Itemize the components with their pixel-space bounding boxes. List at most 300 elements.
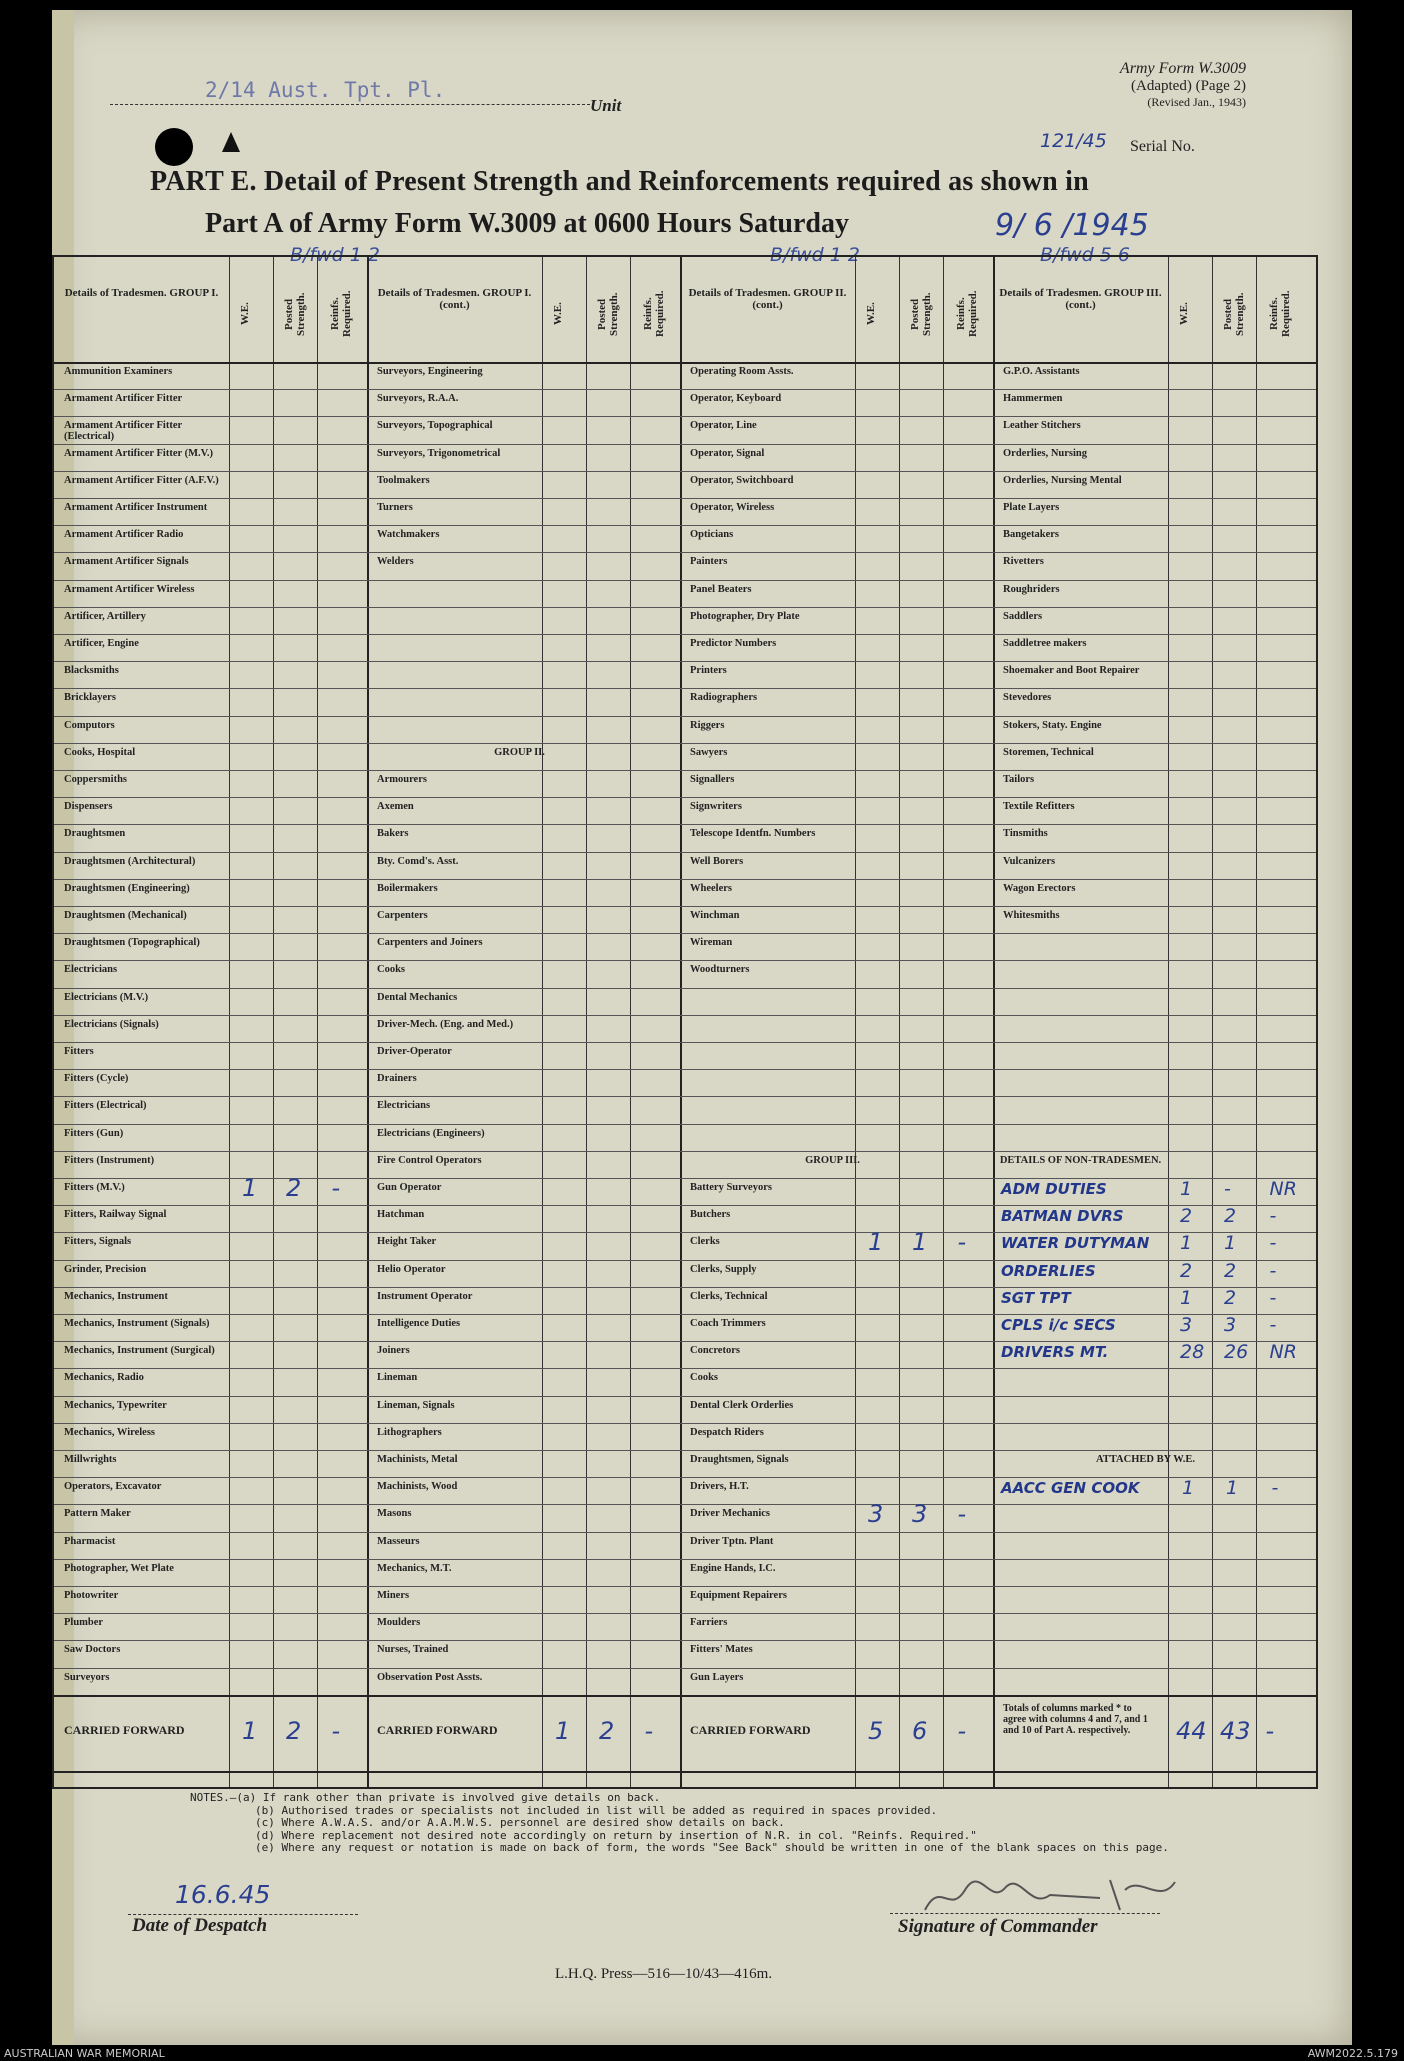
trade-label: Panel Beaters <box>690 583 752 595</box>
trade-label: Hammermen <box>1003 393 1063 405</box>
row-line <box>54 1151 1316 1152</box>
trade-label: Gun Layers <box>690 1671 744 1683</box>
trade-label: Lithographers <box>377 1426 442 1438</box>
trade-label: Instrument Operator <box>377 1290 473 1302</box>
col-divider <box>680 257 682 1787</box>
note-line: NOTES.—(a) If rank other than private is involved give details on back. <box>190 1791 661 1804</box>
carried-forward-value: 5 <box>868 1716 884 1745</box>
trade-label: Fitters (Instrument) <box>64 1154 155 1166</box>
trade-label: Operator, Keyboard <box>690 393 782 405</box>
trade-label: Plate Layers <box>1003 502 1060 513</box>
row-line <box>54 1096 1316 1097</box>
trade-label: Millwrights <box>64 1454 117 1465</box>
trade-label: Coach Trimmers <box>690 1318 766 1329</box>
section-header: Details of Tradesmen. GROUP III. (cont.) <box>999 287 1162 311</box>
col-line <box>943 257 944 1787</box>
row-line <box>54 1015 1316 1016</box>
trade-label: Fitters, Railway Signal <box>64 1209 167 1221</box>
row-line <box>54 1287 1316 1288</box>
row-line <box>54 1260 1316 1261</box>
bfwd-3: B/fwd 5 6 - <box>1040 244 1143 266</box>
despatch-label: Date of Despatch <box>132 1915 268 1936</box>
strength-table <box>52 255 1318 1789</box>
row-line <box>54 1695 1316 1697</box>
title-line-2: Part A of Army Form W.3009 at 0600 Hours Saturday <box>205 208 849 239</box>
signature-line <box>890 1913 1160 1914</box>
trade-label: Leather Stitchers <box>1003 420 1081 432</box>
trade-label: Orderlies, Nursing <box>1003 447 1087 459</box>
row-line <box>54 580 1316 581</box>
trade-label: Fitters' Mates <box>690 1644 753 1656</box>
trade-label: Driver Tptn. Plant <box>690 1535 774 1547</box>
row-line <box>54 852 1316 853</box>
non-tradesman-value: - <box>1269 1232 1277 1255</box>
col-header: W.E. <box>239 302 251 326</box>
trade-label: Draughtsmen (Mechanical) <box>64 910 187 921</box>
entry-value: 1 <box>242 1174 258 1202</box>
attached-value: 1 <box>1182 1477 1195 1500</box>
trade-label: Grinder, Precision <box>64 1263 147 1275</box>
row-line <box>54 416 1316 417</box>
trade-label: Operator, Line <box>690 420 757 432</box>
trade-label: Machinists, Wood <box>377 1481 458 1493</box>
section-header: Details of Tradesmen. GROUP I. <box>64 287 219 299</box>
non-tradesman-label: BATMAN DVRS <box>1001 1207 1124 1226</box>
col-header: W.E. <box>1178 302 1190 326</box>
trade-label: Fitters (Electrical) <box>64 1100 147 1112</box>
unit-line <box>110 104 590 105</box>
trade-label: Concretors <box>690 1345 740 1357</box>
col-header: Reinfs. Required. <box>954 290 979 338</box>
trade-label: Mechanics, Instrument (Signals) <box>64 1318 210 1329</box>
trade-label: Radiographers <box>690 692 758 704</box>
trade-label: Carpenters <box>377 910 428 921</box>
trade-label: Wireman <box>690 937 733 949</box>
notes <box>190 1792 1169 1855</box>
non-tradesman-value: 1 <box>1180 1232 1193 1255</box>
non-tradesman-label: WATER DUTYMAN <box>1001 1234 1150 1253</box>
trade-label: Clerks <box>690 1236 720 1248</box>
trade-label: Ammunition Examiners <box>64 366 173 377</box>
carried-forward-value: 6 <box>912 1716 928 1745</box>
trade-label: Observation Post Assts. <box>377 1671 483 1683</box>
col-line <box>1212 257 1213 1787</box>
trade-label: Bangetakers <box>1003 529 1059 541</box>
trade-label: Butchers <box>690 1209 731 1221</box>
row-line <box>54 933 1316 934</box>
row-line <box>54 607 1316 608</box>
trade-label: Operator, Wireless <box>690 502 775 513</box>
row-line <box>54 716 1316 717</box>
title-line-1: PART E. Detail of Present Strength and Reinforcements required as shown in <box>150 166 1089 197</box>
carried-forward-value: - <box>644 1716 654 1745</box>
col-header: Reinfs. Required. <box>641 290 666 338</box>
trade-label: Mechanics, Radio <box>64 1372 144 1384</box>
non-tradesman-value: 2 <box>1224 1286 1237 1309</box>
trade-label: Tinsmiths <box>1003 828 1048 840</box>
carried-forward-value: 2 <box>599 1716 615 1745</box>
note-line: (e) Where any request or notation is made on back of form, the words "See Back" should be written in one of the blank spaces on this page. <box>255 1841 1169 1854</box>
carried-forward-value: 2 <box>286 1716 302 1745</box>
trade-label: Pattern Maker <box>64 1508 131 1520</box>
trade-label: Electricians <box>377 1100 431 1112</box>
despatch-date: 16.6.45 <box>175 1880 271 1909</box>
non-tradesman-value: NR <box>1269 1178 1297 1200</box>
trade-label: Sawyers <box>690 746 728 758</box>
col-header: Posted Strength. <box>909 292 933 336</box>
row-line <box>54 1205 1316 1206</box>
trade-label: Fitters <box>64 1046 94 1057</box>
non-tradesman-value: - <box>1269 1205 1277 1228</box>
trade-label: Dental Clerk Orderlies <box>690 1399 794 1411</box>
trade-label: DETAILS OF NON-TRADESMEN. <box>999 1154 1162 1166</box>
trade-label: Carpenters and Joiners <box>377 937 483 949</box>
trade-label: Photographer, Dry Plate <box>690 610 800 622</box>
trade-label: Saddletree makers <box>1003 638 1087 649</box>
row-line <box>54 1423 1316 1424</box>
trade-label: GROUP II. <box>494 746 545 758</box>
trade-label: Wagon Erectors <box>1003 882 1076 894</box>
form-reference <box>1120 60 1246 110</box>
row-line <box>54 906 1316 907</box>
trade-label: Electricians (Signals) <box>64 1018 159 1030</box>
trade-label: Orderlies, Nursing Mental <box>1003 474 1122 486</box>
entry-value: 3 <box>912 1500 928 1529</box>
row-line <box>54 1668 1316 1669</box>
trade-label: Mechanics, Typewriter <box>64 1399 167 1411</box>
col-header: W.E. <box>552 302 564 326</box>
totals-value: 44 <box>1176 1716 1207 1745</box>
col-header: Posted Strength. <box>596 292 620 336</box>
row-line <box>54 634 1316 635</box>
trade-label: Height Taker <box>377 1236 437 1248</box>
entry-value: - <box>957 1500 967 1529</box>
trade-label: Nurses, Trained <box>377 1644 449 1656</box>
trade-label: Gun Operator <box>377 1182 442 1193</box>
row-line <box>54 1640 1316 1641</box>
row-line <box>54 1368 1316 1369</box>
trade-label: Draughtsmen (Architectural) <box>64 855 196 867</box>
trade-label: Vulcanizers <box>1003 855 1056 867</box>
trade-label: Electricians (M.V.) <box>64 991 149 1003</box>
row-line <box>54 770 1316 771</box>
trade-label: Textile Refitters <box>1003 801 1075 813</box>
totals-value: 43 <box>1220 1716 1251 1745</box>
trade-label: Saddlers <box>1003 610 1043 622</box>
trade-label: Photographer, Wet Plate <box>64 1562 174 1574</box>
row-line <box>54 1613 1316 1614</box>
carried-forward-value: 1 <box>555 1716 571 1745</box>
punch-hole <box>155 128 193 166</box>
entry-value: - <box>957 1228 967 1257</box>
carried-forward-value: 1 <box>242 1716 258 1745</box>
non-tradesman-value: 2 <box>1180 1205 1193 1228</box>
signature-label: Signature of Commander <box>898 1916 1098 1937</box>
row-line <box>54 797 1316 798</box>
entry-value: 2 <box>286 1174 302 1202</box>
trade-label: G.P.O. Assistants <box>1003 366 1080 377</box>
row-line <box>54 1586 1316 1587</box>
trade-label: Armament Artificer Fitter <box>64 393 183 405</box>
carried-forward-label: CARRIED FORWARD <box>690 1722 811 1737</box>
trade-label: Operator, Switchboard <box>690 474 794 486</box>
trade-label: Operating Room Assts. <box>690 366 794 377</box>
trade-label: Cooks <box>690 1372 719 1384</box>
row-line <box>54 1314 1316 1315</box>
trade-label: GROUP III. <box>805 1154 860 1166</box>
row-line <box>54 743 1316 744</box>
col-divider <box>993 257 995 1787</box>
trade-label: Armament Artificer Radio <box>64 529 184 541</box>
archive-id: AWM2022.5.179 <box>1307 2047 1398 2060</box>
header-divider <box>54 362 1316 364</box>
form-number: Army Form W.3009 <box>1119 60 1246 77</box>
unit-label: Unit <box>590 96 622 115</box>
trade-label: Armament Artificer Fitter (M.V.) <box>64 447 213 459</box>
serial-handwritten: 121/45 <box>1040 130 1107 152</box>
trade-label: Bty. Comd's. Asst. <box>377 855 459 867</box>
trade-label: Mechanics, M.T. <box>377 1562 452 1574</box>
trade-label: Armament Artificer Instrument <box>64 502 208 513</box>
trade-label: Clerks, Supply <box>690 1263 757 1275</box>
non-tradesman-value: - <box>1269 1314 1277 1336</box>
totals-note: Totals of columns marked * to agree with columns 4 and 7, and 1 and 10 of Part A. respectively. <box>1003 1702 1148 1736</box>
row-line <box>54 498 1316 499</box>
col-header: Reinfs. Required. <box>1267 290 1292 338</box>
non-tradesman-value: 2 <box>1180 1259 1193 1282</box>
non-tradesman-value: 1 <box>1180 1178 1193 1200</box>
carried-forward-value: - <box>957 1716 967 1745</box>
form-revised: (Revised Jan., 1943) <box>1147 95 1246 109</box>
trade-label: Farriers <box>690 1617 728 1629</box>
trade-label: Surveyors, Topographical <box>377 420 493 432</box>
trade-label: Drivers, H.T. <box>690 1481 749 1493</box>
carried-forward-label: CARRIED FORWARD <box>377 1722 498 1737</box>
trade-label: Well Borers <box>690 855 744 867</box>
archive-footer <box>0 2047 1404 2061</box>
trade-label: Moulders <box>377 1617 421 1629</box>
unit-handwritten: 2/14 Aust. Tpt. Pl. <box>205 78 446 102</box>
trade-label: Painters <box>690 556 728 568</box>
note-line: (b) Authorised trades or specialists not included in list will be added as required in spaces provided. <box>255 1803 938 1817</box>
trade-label: Battery Surveyors <box>690 1182 772 1193</box>
trade-label: Electricians (Engineers) <box>377 1127 485 1139</box>
trade-label: Storemen, Technical <box>1003 746 1094 758</box>
carried-forward-label: CARRIED FORWARD <box>64 1722 185 1737</box>
row-line <box>54 444 1316 445</box>
attached-value: - <box>1271 1477 1279 1500</box>
col-line <box>1256 257 1257 1787</box>
row-line <box>54 1232 1316 1233</box>
col-line <box>229 257 230 1787</box>
col-line <box>273 257 274 1787</box>
trade-label: Mechanics, Instrument (Surgical) <box>64 1345 215 1357</box>
trade-label: Boilermakers <box>377 882 438 894</box>
trade-label: Joiners <box>377 1345 410 1357</box>
trade-label: Miners <box>377 1590 410 1601</box>
row-line <box>54 389 1316 390</box>
trade-label: Cooks, Hospital <box>64 746 136 758</box>
trade-label: Stevedores <box>1003 692 1052 704</box>
trade-label: Fitters (Gun) <box>64 1127 124 1139</box>
entry-value: 3 <box>868 1500 884 1529</box>
trade-label: Woodturners <box>690 964 750 976</box>
trade-label: Equipment Repairers <box>690 1590 787 1601</box>
trade-label: Helio Operator <box>377 1263 446 1275</box>
totals-value: - <box>1265 1716 1275 1745</box>
trade-label: Draughtsmen, Signals <box>690 1454 789 1465</box>
date-handwritten: 9/ 6 /1945 <box>995 208 1149 243</box>
trade-label: Despatch Riders <box>690 1426 764 1438</box>
trade-label: Surveyors, Trigonometrical <box>377 447 501 459</box>
non-tradesman-label: ORDERLIES <box>1001 1261 1096 1280</box>
cf-divider <box>54 1771 1316 1773</box>
trade-label: Intelligence Duties <box>377 1318 461 1329</box>
trade-label: Riggers <box>690 719 725 731</box>
trade-label: Machinists, Metal <box>377 1454 458 1465</box>
trade-label: Toolmakers <box>377 474 430 486</box>
row-line <box>54 471 1316 472</box>
trade-label: Armament Artificer Signals <box>64 556 189 568</box>
trade-label: Mechanics, Instrument <box>64 1290 168 1302</box>
press-imprint: L.H.Q. Press—516—10/43—416m. <box>555 1966 773 1982</box>
trade-label: Telescope Identfn. Numbers <box>690 828 816 840</box>
col-line <box>317 257 318 1787</box>
trade-label: Hatchman <box>377 1209 425 1221</box>
trade-label: Surveyors, Engineering <box>377 366 483 377</box>
trade-label: Printers <box>690 665 727 677</box>
trade-label: Surveyors, R.A.A. <box>377 393 459 405</box>
row-line <box>54 1450 1316 1451</box>
trade-label: Engine Hands, I.C. <box>690 1562 776 1574</box>
trade-label: Winchman <box>690 910 740 921</box>
col-header: Reinfs. Required. <box>328 290 353 338</box>
trade-label: Predictor Numbers <box>690 638 777 649</box>
bfwd-2: B/fwd 1 2 - <box>770 244 873 266</box>
trade-label: Signallers <box>690 774 735 785</box>
trade-label: Dispensers <box>64 801 113 813</box>
non-tradesman-value: 2 <box>1224 1205 1237 1228</box>
row-line <box>54 1504 1316 1505</box>
row-line <box>54 688 1316 689</box>
trade-label: Armourers <box>377 774 427 785</box>
col-line <box>542 257 543 1787</box>
row-line <box>54 1069 1316 1070</box>
trade-label: Rivetters <box>1003 556 1044 568</box>
trade-label: Turners <box>377 502 413 513</box>
trade-label: Fitters (M.V.) <box>64 1182 125 1193</box>
trade-label: Photowriter <box>64 1590 119 1601</box>
trade-label: Fitters (Cycle) <box>64 1073 129 1085</box>
entry-value: 1 <box>868 1228 884 1257</box>
section-header: Details of Tradesmen. GROUP I. (cont.) <box>377 287 532 311</box>
trade-label: Armament Artificer Fitter (A.F.V.) <box>64 474 219 486</box>
trade-label: Draughtsmen <box>64 828 126 840</box>
trade-label: Artificer, Engine <box>64 638 139 649</box>
trade-label: Fitters, Signals <box>64 1236 132 1248</box>
trade-label: Driver-Operator <box>377 1046 452 1057</box>
trade-label: Artificer, Artillery <box>64 610 146 622</box>
row-line <box>54 1396 1316 1397</box>
note-line: (d) Where replacement not desired note accordingly on return by insertion of N.R. in col. "Reinfs. Required." <box>255 1828 977 1842</box>
non-tradesman-label: CPLS i/c SECS <box>1001 1316 1116 1334</box>
form-adapted: (Adapted) (Page 2) <box>1131 78 1246 94</box>
col-line <box>855 257 856 1787</box>
row-line <box>54 552 1316 553</box>
non-tradesman-value: - <box>1269 1259 1277 1282</box>
trade-label: Draughtsmen (Topographical) <box>64 937 200 949</box>
trade-label: Saw Doctors <box>64 1644 121 1656</box>
row-line <box>54 988 1316 989</box>
trade-label: Tailors <box>1003 774 1035 785</box>
non-tradesman-value: 3 <box>1180 1314 1193 1336</box>
trade-label: Opticians <box>690 529 734 541</box>
entry-value: 1 <box>912 1228 928 1257</box>
bfwd-1: B/fwd 1 2 - <box>290 244 393 266</box>
col-header: Posted Strength. <box>1222 292 1246 336</box>
non-tradesman-value: 1 <box>1224 1232 1237 1255</box>
trade-label: Armament Artificer Wireless <box>64 583 195 595</box>
carried-forward-value: - <box>331 1716 341 1745</box>
trade-label: Computors <box>64 719 115 731</box>
trade-label: Shoemaker and Boot Repairer <box>1003 665 1140 677</box>
trade-label: Lineman <box>377 1372 418 1384</box>
trade-label: Mechanics, Wireless <box>64 1426 155 1438</box>
trade-label: Plumber <box>64 1617 104 1629</box>
non-tradesman-value: - <box>1269 1286 1277 1309</box>
row-line <box>54 824 1316 825</box>
trade-label: Roughriders <box>1003 583 1060 595</box>
trade-label: Bricklayers <box>64 692 116 704</box>
trade-label: Axemen <box>377 801 414 813</box>
row-line <box>54 661 1316 662</box>
col-header: Posted Strength. <box>283 292 307 336</box>
trade-label: Fire Control Operators <box>377 1154 482 1166</box>
trade-label: Lineman, Signals <box>377 1399 455 1411</box>
archive-name: AUSTRALIAN WAR MEMORIAL <box>4 2047 165 2060</box>
note-line: (c) Where A.W.A.S. and/or A.A.M.W.S. personnel are desired show details on back. <box>255 1816 785 1829</box>
attached-label: AACC GEN COOK <box>1001 1479 1140 1498</box>
trade-label: Watchmakers <box>377 529 440 541</box>
col-line <box>630 257 631 1787</box>
row-line <box>54 1477 1316 1478</box>
trade-label: Draughtsmen (Engineering) <box>64 882 190 894</box>
trade-label: Clerks, Technical <box>690 1290 768 1302</box>
trade-label: Coppersmiths <box>64 774 128 785</box>
trade-label: Blacksmiths <box>64 665 119 677</box>
trade-label: ATTACHED BY W.E. <box>1096 1454 1195 1465</box>
entry-value: - <box>331 1174 341 1202</box>
trade-label: Welders <box>377 556 414 568</box>
trade-label: Surveyors <box>64 1671 110 1683</box>
col-line <box>586 257 587 1787</box>
row-line <box>54 879 1316 880</box>
trade-label: Masseurs <box>377 1535 420 1547</box>
section-header: Details of Tradesmen. GROUP II. (cont.) <box>688 287 847 311</box>
trade-label: Driver-Mech. (Eng. and Med.) <box>377 1018 514 1030</box>
trade-label: Armament Artificer Fitter (Electrical) <box>64 420 182 443</box>
row-line <box>54 1532 1316 1533</box>
trade-label: Wheelers <box>690 882 732 894</box>
trade-label: Masons <box>377 1508 412 1520</box>
trade-label: Signwriters <box>690 801 742 813</box>
trade-label: Operator, Signal <box>690 447 765 459</box>
non-tradesman-label: DRIVERS MT. <box>1001 1343 1109 1362</box>
col-line <box>1168 257 1169 1787</box>
col-header: W.E. <box>865 302 877 326</box>
non-tradesman-value: 3 <box>1224 1314 1237 1336</box>
trade-label: Electricians <box>64 964 118 976</box>
